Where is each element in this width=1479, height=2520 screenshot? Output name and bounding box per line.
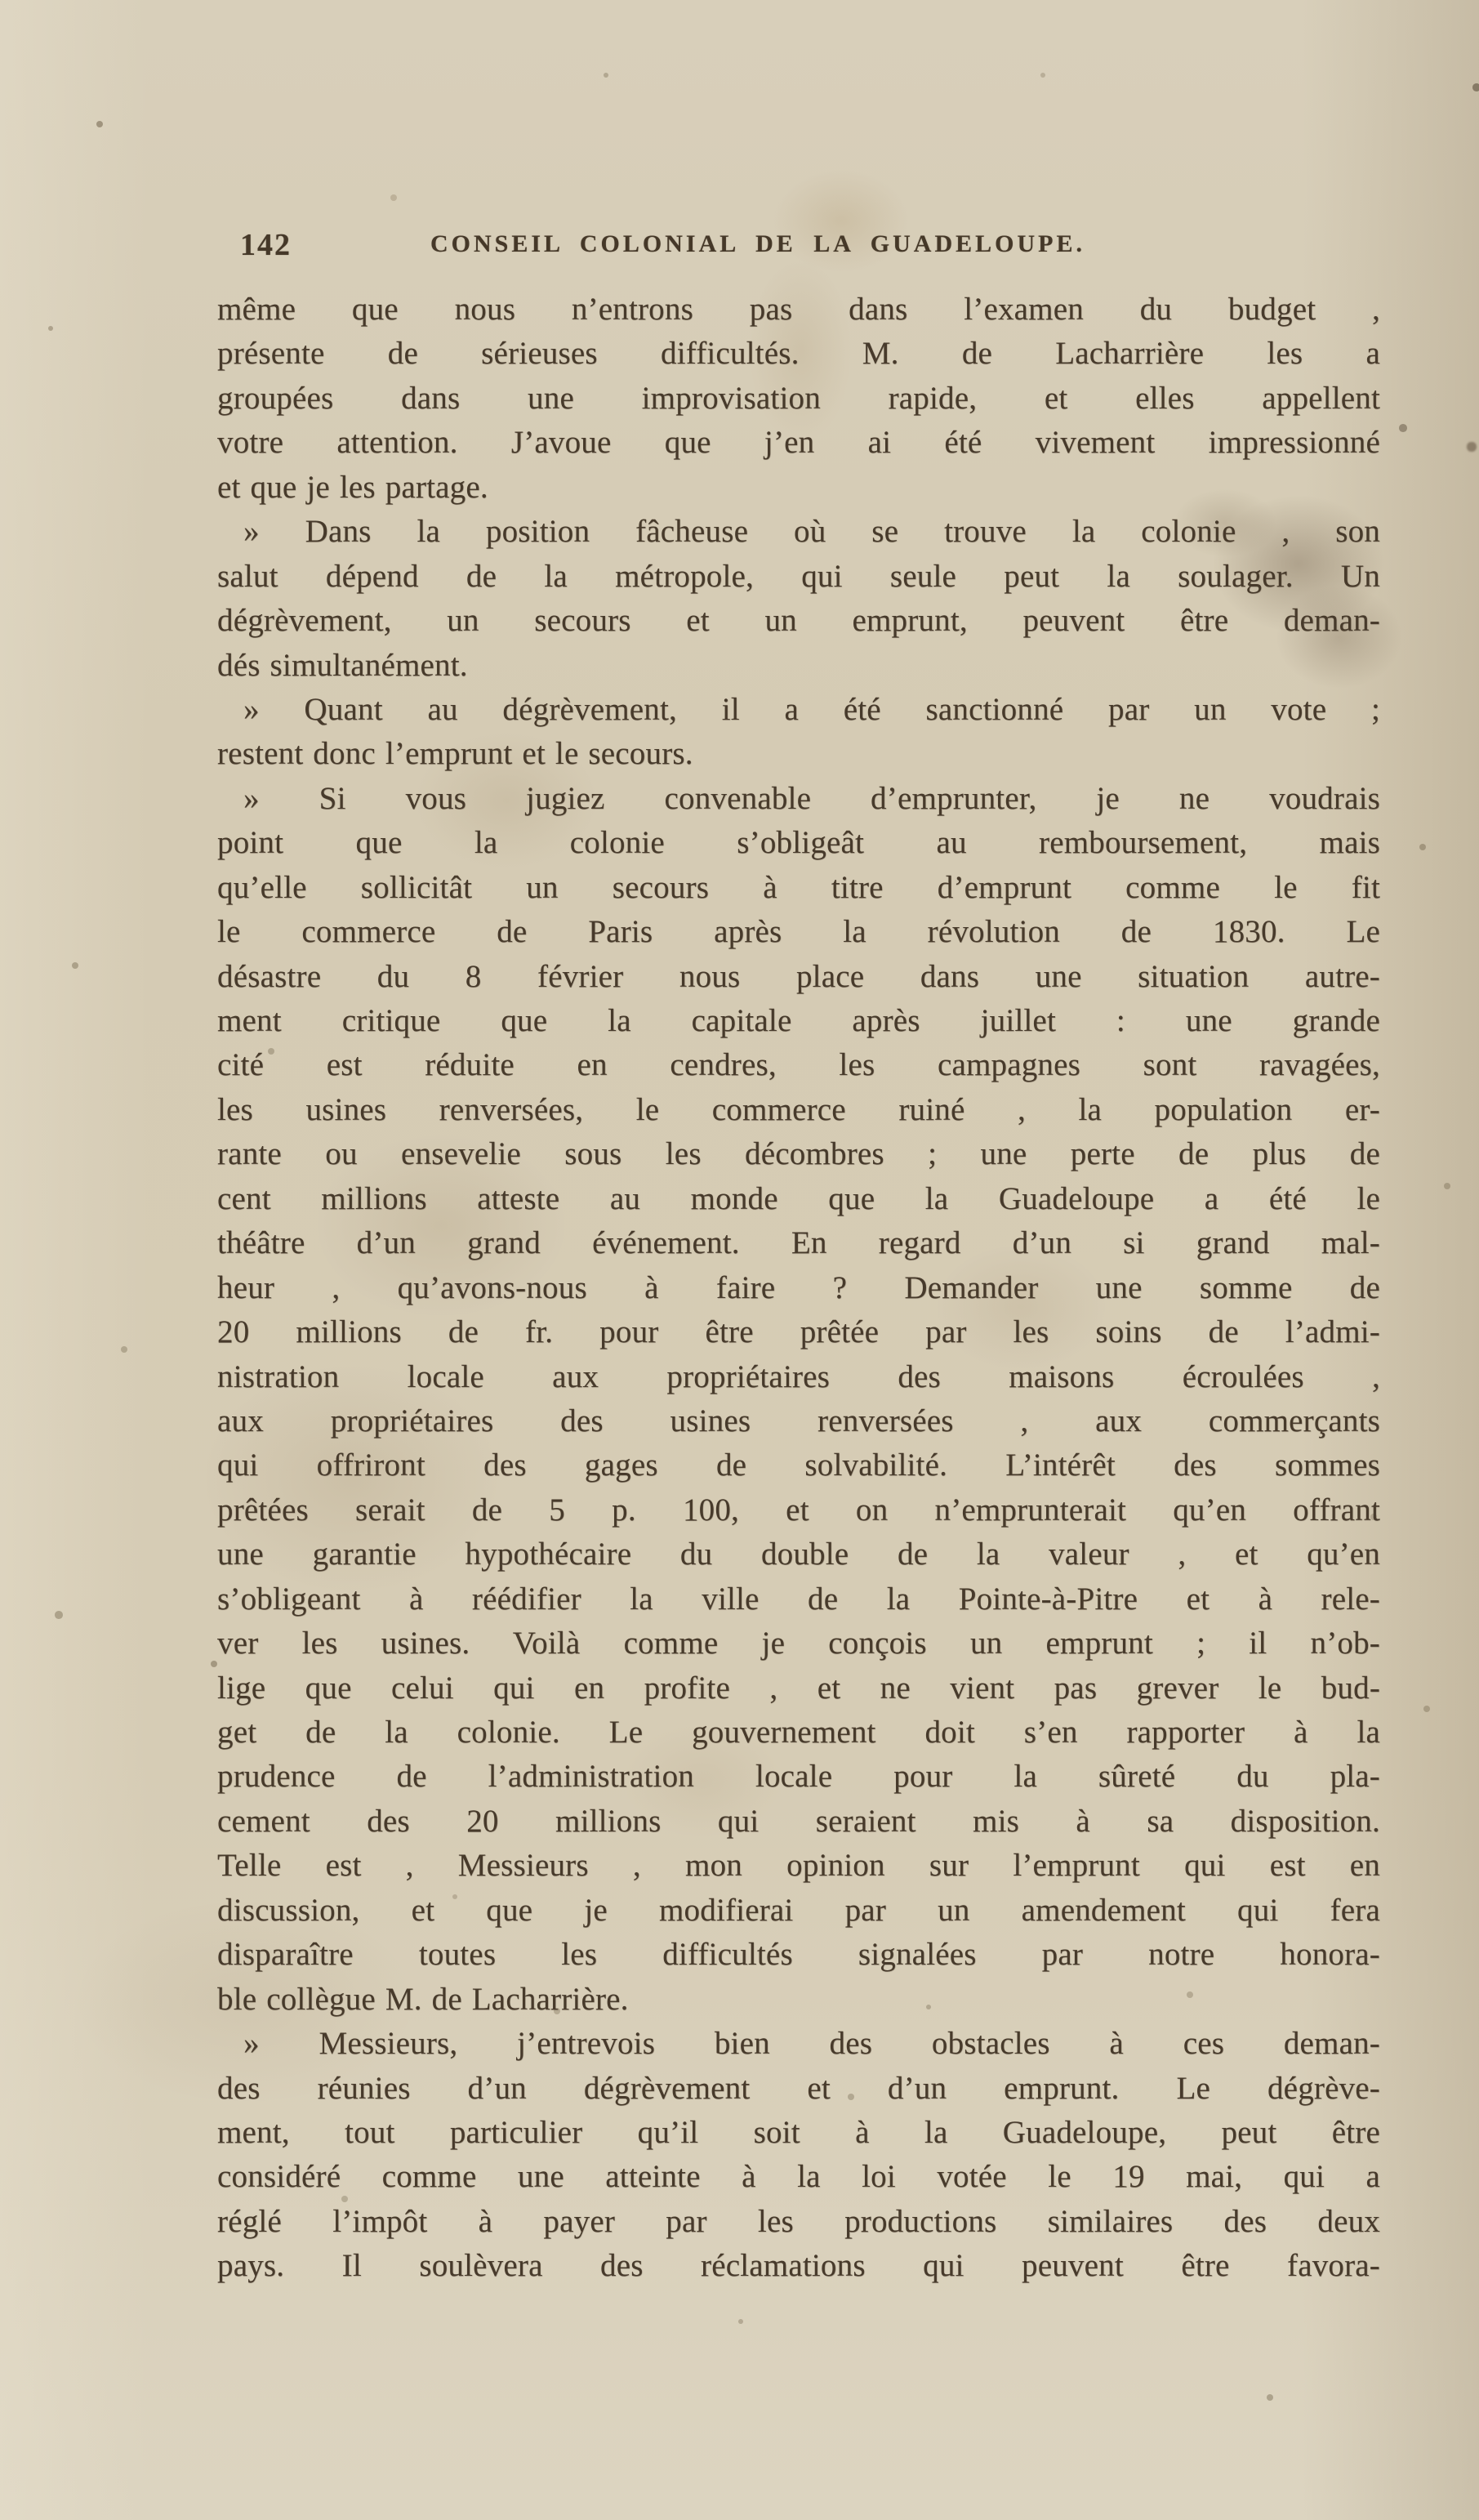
text-line: 20 millions de fr. pour être prêtée par les soins de l’admi-	[217, 1314, 1380, 1350]
text-line: et que je les partage.	[217, 469, 488, 505]
text-line: des réunies d’un dégrèvement et d’un emprunt. Le dégrève-	[217, 2070, 1380, 2106]
text-line: Telle est , Messieurs , mon opinion sur l’emprunt qui est en	[217, 1848, 1380, 1884]
text-line: lige que celui qui en profite , et ne vient pas grever le bud-	[217, 1670, 1380, 1706]
text-line: » Quant au dégrèvement, il a été sanctionné par un vote ;	[243, 691, 1380, 727]
text-line: restent donc l’emprunt et le secours.	[217, 736, 693, 772]
text-line: pays. Il soulèvera des réclamations qui peuvent être favora-	[217, 2248, 1380, 2284]
text-line: groupées dans une improvisation rapide, et elles appellent	[217, 380, 1380, 416]
text-line: salut dépend de la métropole, qui seule peut la soulager. Un	[217, 558, 1380, 594]
text-line: » Si vous jugiez convenable d’emprunter, je ne voudrais	[243, 780, 1380, 816]
text-line: cent millions atteste au monde que la Guadeloupe a été le	[217, 1180, 1380, 1216]
text-line: heur , qu’avons-nous à faire ? Demander une somme de	[217, 1269, 1380, 1305]
text-line: prêtées serait de 5 p. 100, et on n’emprunterait qu’en offrant	[217, 1492, 1380, 1528]
text-line: rante ou ensevelie sous les décombres ; une perte de plus de	[217, 1136, 1380, 1172]
text-line: dégrèvement, un secours et un emprunt, peuvent être deman-	[217, 603, 1380, 639]
text-line: désastre du 8 février nous place dans une situation autre-	[217, 958, 1380, 994]
text-line: théâtre d’un grand événement. En regard d’un si grand mal-	[217, 1225, 1380, 1261]
page-number: 142	[240, 228, 292, 262]
text-line: ver les usines. Voilà comme je conçois un emprunt ; il n’ob-	[217, 1626, 1380, 1661]
text-line: dés simultanément.	[217, 647, 468, 683]
text-line: discussion, et que je modifierai par un amendement qui fera	[217, 1892, 1380, 1928]
text-line: aux propriétaires des usines renversées , aux commerçants	[217, 1403, 1380, 1438]
text-line: une garantie hypothécaire du double de la valeur , et qu’en	[217, 1537, 1380, 1572]
text-line: cement des 20 millions qui seraient mis à sa disposition.	[217, 1803, 1380, 1839]
text-line: le commerce de Paris après la révolution de 1830. Le	[217, 914, 1380, 950]
text-line: cité est réduite en cendres, les campagnes sont ravagées,	[217, 1047, 1380, 1083]
running-title: CONSEIL COLONIAL DE LA GUADELOUPE.	[430, 230, 1085, 257]
text-line: considéré comme une atteinte à la loi votée le 19 mai, qui a	[217, 2159, 1380, 2195]
paper-specks	[0, 0, 3, 3]
page-header	[217, 222, 1380, 271]
text-line: s’obligeant à réédifier la ville de la Pointe-à-Pitre et à rele-	[217, 1581, 1380, 1617]
text-line: votre attention. J’avoue que j’en ai été vivement impressionné	[217, 425, 1380, 461]
text-line: ble collègue M. de Lacharrière.	[217, 1981, 629, 2017]
body-text	[217, 288, 1380, 2289]
text-line: nistration locale aux propriétaires des maisons écroulées ,	[217, 1358, 1380, 1394]
text-line: même que nous n’entrons pas dans l’examen du budget ,	[217, 292, 1380, 327]
text-line: disparaître toutes les difficultés signalées par notre honora-	[217, 1937, 1380, 1973]
text-line: ment, tout particulier qu’il soit à la Guadeloupe, peut être	[217, 2114, 1380, 2150]
text-line: » Messieurs, j’entrevois bien des obstacles à ces deman-	[243, 2026, 1380, 2062]
text-line: get de la colonie. Le gouvernement doit s’en rapporter à la	[217, 1715, 1380, 1750]
text-line: prudence de l’administration locale pour la sûreté du pla-	[217, 1759, 1380, 1795]
text-line: réglé l’impôt à payer par les productions similaires des deux	[217, 2203, 1380, 2239]
text-line: présente de sérieuses difficultés. M. de Lacharrière les a	[217, 336, 1380, 372]
text-line: ment critique que la capitale après juillet : une grande	[217, 1003, 1380, 1038]
text-line: qui offriront des gages de solvabilité. L’intérêt des sommes	[217, 1447, 1380, 1483]
text-line: » Dans la position fâcheuse où se trouve la colonie , son	[243, 514, 1380, 550]
text-line: point que la colonie s’obligeât au remboursement, mais	[217, 825, 1380, 861]
text-line: qu’elle sollicitât un secours à titre d’emprunt comme le fit	[217, 869, 1380, 905]
text-line: les usines renversées, le commerce ruiné , la population er-	[217, 1091, 1380, 1127]
